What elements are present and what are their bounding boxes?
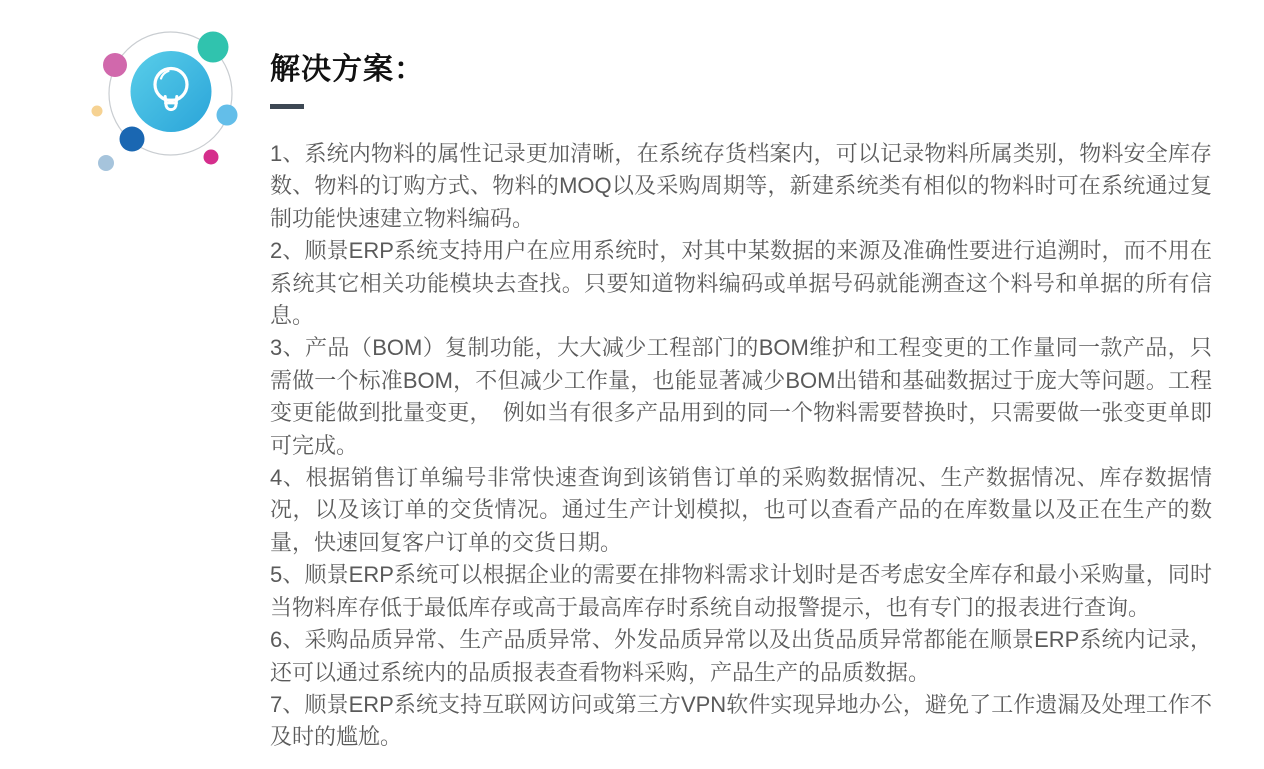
lightbulb-decoration (78, 18, 253, 198)
solution-list (270, 138, 1212, 754)
title-underline (270, 104, 304, 109)
solution-section (270, 50, 1212, 754)
lightbulb-circle (131, 51, 212, 132)
solution-item-3: 3、产品（BOM）复制功能，大大减少工程部门的BOM维护和工程变更的工作量同一款产品，只需做一个标准BOM，不但减少工作量，也能显著减少BOM出错和基础数据过于庞大等问题。工程变更能做到批量变更， 例如当有很多产品用到的同一个物料需要替换时，只需要做一张变更单即可完成。 (270, 335, 1212, 458)
dot-pink-icon (103, 53, 127, 77)
lightbulb-decoration-svg (78, 18, 253, 198)
section-title: 解决方案： (270, 53, 425, 86)
solution-item-2: 2、顺景ERP系统支持用户在应用系统时，对其中某数据的来源及准确性要进行追溯时，而不用在系统其它相关功能模块去查找。只要知道物料编码或单据号码就能溯查这个料号和单据的所有信息。 (270, 238, 1212, 329)
solution-item-6: 6、采购品质异常、生产品质异常、外发品质异常以及出货品质异常都能在顺景ERP系统内记录，还可以通过系统内的品质报表查看物料采购，产品生产的品质数据。 (270, 627, 1212, 685)
dot-light-blue-icon (217, 105, 238, 126)
solution-item-1: 1、系统内物料的属性记录更加清晰，在系统存货档案内，可以记录物料所属类别，物料安全库存数、物料的订购方式、物料的MOQ以及采购周期等，新建系统类有相似的物料时可在系统通过复制功能快速建立物料编码。 (270, 141, 1212, 231)
dot-dark-blue-icon (120, 127, 145, 152)
dot-blue-gray-icon (98, 155, 114, 171)
solution-item-7: 7、顺景ERP系统支持互联网访问或第三方VPN软件实现异地办公，避免了工作遗漏及处理工作不及时的尴尬。 (270, 691, 1212, 750)
dot-yellow-icon (92, 106, 103, 117)
solution-item-5: 5、顺景ERP系统可以根据企业的需要在排物料需求计划时是否考虑安全库存和最小采购量，同时当物料库存低于最低库存或高于最高库存时系统自动报警提示，也有专门的报表进行查询。 (270, 562, 1212, 620)
dot-teal-icon (198, 32, 229, 63)
dot-magenta-icon (204, 150, 219, 165)
solution-item-4: 4、根据销售订单编号非常快速查询到该销售订单的采购数据情况、生产数据情况、库存数据情况，以及该订单的交货情况。通过生产计划模拟，也可以查看产品的在库数量以及正在生产的数量，快速回复客户订单的交货日期。 (270, 465, 1212, 555)
